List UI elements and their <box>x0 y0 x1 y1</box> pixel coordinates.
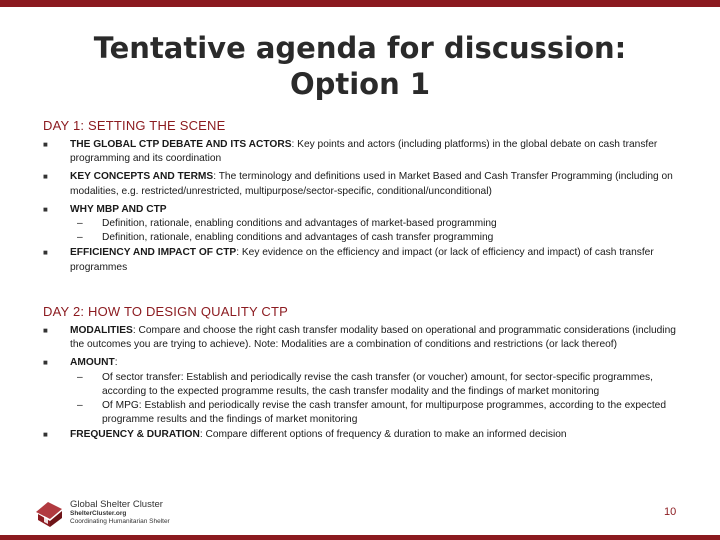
item-heading: KEY CONCEPTS AND TERMS <box>70 171 214 183</box>
dash-icon: – <box>77 218 83 230</box>
bullet-icon: ■ <box>43 204 48 214</box>
org-tagline: Coordinating Humanitarian Shelter <box>70 518 170 525</box>
item-heading: THE GLOBAL CTP DEBATE AND ITS ACTORS <box>70 139 292 150</box>
bullet-icon: ■ <box>43 140 48 149</box>
sub-item: – Definition, rationale, enabling conditions and advantages of cash transfer programming <box>70 231 683 245</box>
list-item <box>43 356 683 427</box>
bullet-icon: ■ <box>43 248 48 258</box>
bullet-icon: ■ <box>43 172 48 182</box>
org-name: Global Shelter Cluster <box>70 499 163 510</box>
dash-icon: – <box>77 371 83 383</box>
item-heading: WHY MBP AND CTP <box>70 203 167 215</box>
title-line-1: Tentative agenda for discussion: <box>93 31 627 65</box>
item-text: : Compare and choose the right cash transfer modality based on operational and programmatic considerations (including the outcomes you are trying to achieve). Note: Modalities are a combination of conditions and restrictions (or lack thereof) <box>70 325 676 351</box>
day1-list <box>43 138 683 279</box>
org-url[interactable]: ShelterCluster.org <box>70 510 127 517</box>
page-number: 10 <box>664 506 677 518</box>
bullet-icon: ■ <box>43 430 48 440</box>
slide-title <box>60 30 660 102</box>
top-accent-bar <box>0 0 720 7</box>
item-text: : Key evidence on the efficiency and impact (or lack of efficiency and impact) of cash transfer programmes <box>70 247 654 273</box>
footer-branding <box>70 499 170 526</box>
bullet-icon: ■ <box>43 326 48 335</box>
shelter-cluster-logo-icon <box>34 498 64 528</box>
title-line-2: Option 1 <box>289 67 431 101</box>
list-item <box>43 246 683 274</box>
day2-heading: DAY 2: HOW TO DESIGN QUALITY CTP <box>43 304 289 319</box>
item-text: : The terminology and definitions used in Market Based and Cash Transfer Programming (including on modalities, e.g. restricted/unrestricted, multipurpose/sector-specific, conditional/unconditional) <box>70 171 673 197</box>
list-item <box>43 170 683 198</box>
list-item <box>43 428 683 442</box>
item-text: : Compare different options of frequency & duration to make an informed decision <box>199 429 567 441</box>
item-heading: EFFICIENCY AND IMPACT OF CTP <box>70 247 237 259</box>
bullet-icon: ■ <box>43 358 48 368</box>
day1-heading: DAY 1: SETTING THE SCENE <box>43 118 226 133</box>
bottom-accent-bar <box>0 535 720 540</box>
dash-icon: – <box>77 232 83 244</box>
item-heading: MODALITIES <box>70 325 133 336</box>
item-heading: FREQUENCY & DURATION <box>70 429 200 441</box>
dash-icon: – <box>77 400 83 412</box>
sub-item: – Of MPG: Establish and periodically revise the cash transfer amount, for multipurpose programmes, according to the expected programme results and the findings of market monitoring <box>77 400 666 426</box>
sub-item: – Definition, rationale, enabling conditions and advantages of market-based programming <box>70 217 683 231</box>
item-text: : Key points and actors (including platforms) in the global debate on cash transfer programming and its coordination <box>70 139 658 165</box>
list-item <box>43 324 683 352</box>
item-heading: AMOUNT <box>70 357 115 369</box>
list-item <box>43 203 683 246</box>
sub-item: – Of sector transfer: Establish and periodically revise the cash transfer (or voucher) amount, for sector-specific programmes, according to the expected programme results, the cash transfer modality and the findings of market monitoring <box>77 371 653 397</box>
day2-list <box>43 324 683 447</box>
list-item <box>43 138 683 166</box>
item-text: : <box>114 357 118 369</box>
